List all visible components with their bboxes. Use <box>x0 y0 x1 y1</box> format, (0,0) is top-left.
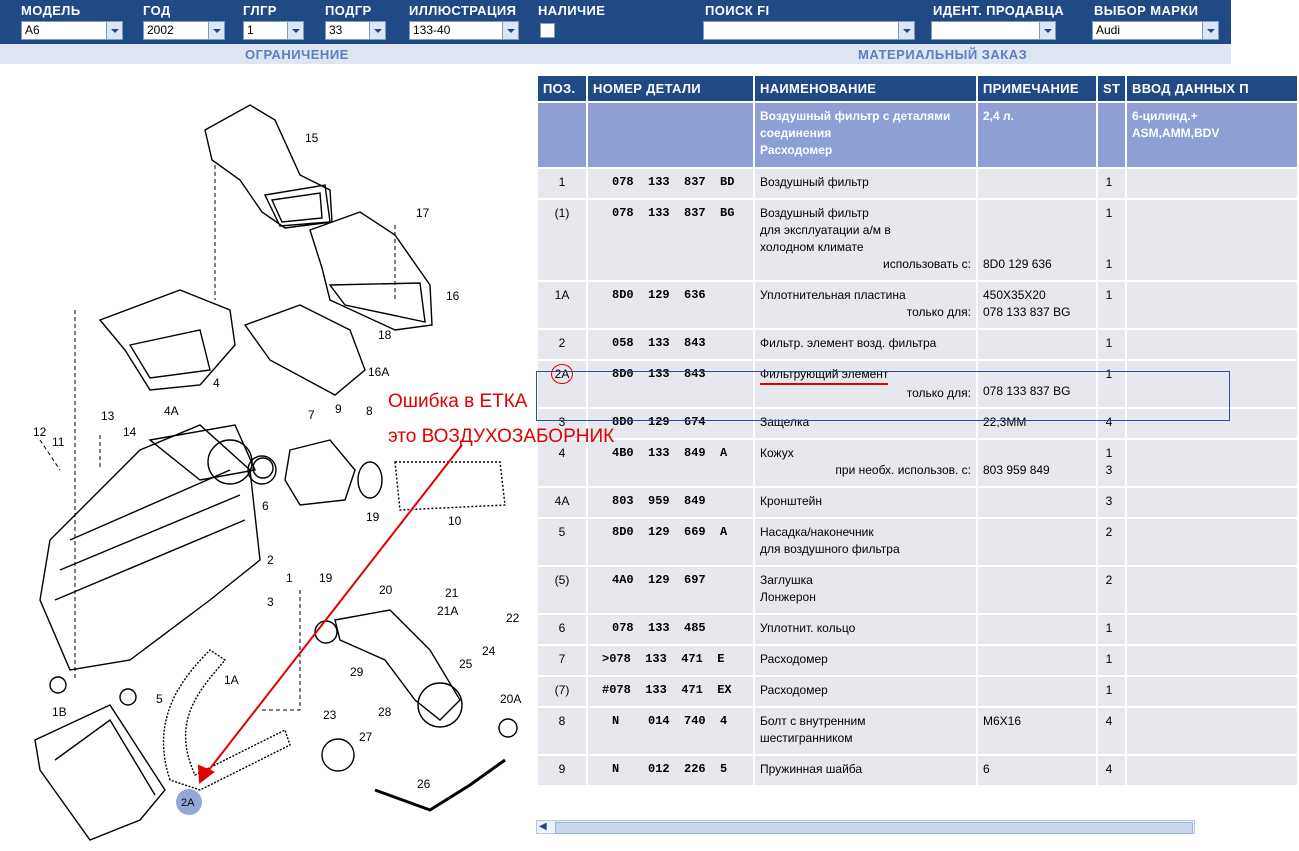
row-st-line: 1 <box>1105 206 1113 220</box>
diagram-label-21A: 21A <box>437 604 459 618</box>
row-note-line: 078 133 837 BG <box>983 305 1071 319</box>
row-pos: (1) <box>538 200 586 280</box>
main-group-select[interactable] <box>243 21 304 40</box>
parts-table <box>536 74 1299 787</box>
col-pos[interactable]: ПОЗ. <box>538 76 586 101</box>
row-st: 4 <box>1098 756 1125 785</box>
row-name: Пружинная шайба <box>755 756 976 785</box>
row-pos: (7) <box>538 677 586 706</box>
row-st: 1 <box>1098 646 1125 675</box>
table-row[interactable] <box>538 519 1297 565</box>
diagram-label-18: 18 <box>378 328 392 342</box>
diagram-label-29: 29 <box>350 665 364 679</box>
row-name <box>755 361 976 407</box>
group-extra: 6-цилинд.+ <box>1132 109 1198 123</box>
row-name-line: Кожух <box>760 446 794 460</box>
row-st: 1 <box>1098 615 1125 644</box>
availability-checkbox[interactable] <box>540 23 555 38</box>
row-name: Расходомер <box>755 646 976 675</box>
diagram-label-11: 11 <box>52 435 65 449</box>
col-name[interactable]: НАИМЕНОВАНИЕ <box>755 76 976 101</box>
row-note-line: 8D0 129 636 <box>983 257 1052 271</box>
diagram-label-25: 25 <box>459 657 473 671</box>
row-name-qualifier: только для: <box>906 386 971 400</box>
row-part-number[interactable]: #078 133 471 EX <box>588 677 753 706</box>
row-name: Кронштейн <box>755 488 976 517</box>
row-note <box>978 567 1096 613</box>
row-st-line: 1 <box>1105 257 1113 271</box>
row-st: 4 <box>1098 708 1125 754</box>
row-part-number[interactable]: 4B0 133 849 A <box>588 440 753 486</box>
row-note: 22,3MM <box>978 409 1096 438</box>
brand-label: ВЫБОР МАРКИ <box>1094 3 1199 18</box>
diagram-label-10: 10 <box>448 514 462 528</box>
diagram-label-20A: 20A <box>500 692 522 706</box>
row-name <box>755 708 976 754</box>
sub-group-select[interactable] <box>325 21 386 40</box>
sub-group-label: ПОДГР <box>325 3 372 18</box>
row-name-line: Заглушка <box>760 573 813 587</box>
row-pos: 8 <box>538 708 586 754</box>
row-st: 1 <box>1098 677 1125 706</box>
chevron-down-icon[interactable] <box>502 22 518 39</box>
group-header-row <box>538 103 1297 167</box>
chevron-down-icon[interactable] <box>1039 22 1055 39</box>
row-name-line: для эксплуатации а/м в <box>760 223 891 237</box>
row-part-number[interactable]: 8D0 133 843 <box>588 361 753 407</box>
table-row[interactable] <box>538 756 1297 785</box>
col-st[interactable]: ST <box>1098 76 1125 101</box>
row-name-line: Лонжерон <box>760 590 816 604</box>
horizontal-scrollbar[interactable] <box>536 820 1195 834</box>
model-select[interactable] <box>21 21 123 40</box>
row-note <box>978 646 1096 675</box>
annotation-error-text: Ошибка в ЕТКА <box>388 391 528 412</box>
row-part-number[interactable]: 078 133 837 BD <box>588 169 753 198</box>
row-part-number[interactable]: N 012 226 5 <box>588 756 753 785</box>
table-row[interactable] <box>538 615 1297 644</box>
row-part-number[interactable]: 058 133 843 <box>588 330 753 359</box>
search-label: ПОИСК FI <box>705 3 770 18</box>
row-st: 4 <box>1098 409 1125 438</box>
parts-table-wrapper <box>536 74 1249 820</box>
group-note: 2,4 л. <box>978 103 1096 167</box>
diagram-label-2: 2 <box>267 553 274 567</box>
year-label: ГОД <box>143 3 171 18</box>
row-note <box>978 361 1096 407</box>
row-name-line: Фильтрующий элемент <box>760 366 888 385</box>
table-row[interactable] <box>538 646 1297 675</box>
vacuum-line-26 <box>375 760 505 810</box>
row-name-line: Уплотнительная пластина <box>760 288 906 302</box>
diagram-label-26: 26 <box>417 777 431 791</box>
diagram-label-4: 4 <box>213 376 220 390</box>
airbox-housing <box>40 425 260 670</box>
row-pos: (5) <box>538 567 586 613</box>
row-name-qualifier: при необх. использов. с: <box>835 463 971 477</box>
row-note <box>978 615 1096 644</box>
sub-header <box>0 44 1231 64</box>
row-pos: 7 <box>538 646 586 675</box>
row-st: 2 <box>1098 519 1125 565</box>
illustration-value: 133-40 <box>413 23 451 37</box>
row-st-line: 3 <box>1105 463 1113 477</box>
diagram-label-23: 23 <box>323 708 337 722</box>
row-name-qualifier: использовать с: <box>883 257 971 271</box>
table-row[interactable] <box>538 567 1297 613</box>
row-note-line: 450X35X20 <box>983 288 1046 302</box>
row-name-line: Воздушный фильтр <box>760 206 869 220</box>
table-row[interactable] <box>538 169 1297 198</box>
diagram-label-16A: 16A <box>368 365 390 379</box>
row-part-number[interactable]: 803 959 849 <box>588 488 753 517</box>
row-part-number[interactable]: 8D0 129 674 <box>588 409 753 438</box>
exploded-parts-diagram <box>0 64 536 851</box>
row-pos: 5 <box>538 519 586 565</box>
row-pos: 1 <box>538 169 586 198</box>
row-part-number[interactable]: 4A0 129 697 <box>588 567 753 613</box>
row-st: 2 <box>1098 567 1125 613</box>
main-group-label: ГЛГР <box>243 3 277 18</box>
illustration-select[interactable] <box>409 21 519 40</box>
search-select[interactable] <box>703 21 915 40</box>
row-part-number[interactable]: >078 133 471 E <box>588 646 753 675</box>
chevron-down-icon[interactable] <box>208 22 224 39</box>
row-note <box>978 677 1096 706</box>
diagram-label-19b: 19 <box>319 571 333 585</box>
year-value: 2002 <box>147 23 174 37</box>
row-st: 1 <box>1098 169 1125 198</box>
row-st <box>1098 200 1125 280</box>
diagram-label-12: 12 <box>33 425 47 439</box>
bellow-hose-10 <box>395 462 505 510</box>
row-note <box>978 282 1096 328</box>
group-name: Воздушный фильтр с деталями <box>760 109 951 123</box>
availability-label: НАЛИЧИЕ <box>538 3 606 18</box>
duct-part-16 <box>310 212 432 330</box>
diagram-label-9: 9 <box>335 402 342 416</box>
diagram-label-4A: 4A <box>164 404 179 418</box>
col-data-entry[interactable]: ВВОД ДАННЫХ П <box>1127 76 1297 101</box>
row-name-line: холодном климате <box>760 240 864 254</box>
main-group-value: 1 <box>247 23 254 37</box>
col-note[interactable]: ПРИМЕЧАНИЕ <box>978 76 1096 101</box>
air-flow-meter-7 <box>285 440 355 505</box>
diagram-label-22: 22 <box>506 611 520 625</box>
illustration-label: ИЛЛЮСТРАЦИЯ <box>409 3 517 18</box>
row-name <box>755 200 976 280</box>
row-note <box>978 440 1096 486</box>
filter-bar <box>0 0 1231 44</box>
table-row[interactable] <box>538 200 1297 280</box>
diagram-label-16: 16 <box>446 289 460 303</box>
row-name-line: для воздушного фильтра <box>760 542 900 556</box>
row-st: 3 <box>1098 488 1125 517</box>
table-row[interactable] <box>538 330 1297 359</box>
col-part-number[interactable]: НОМЕР ДЕТАЛИ <box>588 76 753 101</box>
diagram-label-3: 3 <box>267 595 274 609</box>
row-name: Уплотнит. кольцо <box>755 615 976 644</box>
brand-select[interactable] <box>1092 21 1219 40</box>
dealer-select[interactable] <box>931 21 1056 40</box>
group-name: Расходомер <box>760 143 833 157</box>
chevron-down-icon[interactable] <box>1202 22 1218 39</box>
table-header-row <box>538 76 1297 101</box>
row-st: 1 <box>1098 282 1125 328</box>
row-name <box>755 567 976 613</box>
diagram-label-1: 1 <box>286 571 293 585</box>
row-name: Расходомер <box>755 677 976 706</box>
hose-1A <box>164 650 290 790</box>
row-part-number[interactable]: N 014 740 4 <box>588 708 753 754</box>
table-row[interactable] <box>538 282 1297 328</box>
diagram-label-2A: 2A <box>181 797 195 809</box>
row-name-line: Насадка/наконечник <box>760 525 874 539</box>
diagram-label-13: 13 <box>101 409 115 423</box>
row-name <box>755 282 976 328</box>
row-pos <box>538 361 586 407</box>
table-row[interactable] <box>538 409 1297 438</box>
diagram-label-6: 6 <box>262 499 269 513</box>
diagram-label-27: 27 <box>359 730 373 744</box>
table-row[interactable] <box>538 708 1297 754</box>
diagram-label-5: 5 <box>156 692 163 706</box>
row-note <box>978 330 1096 359</box>
row-st-line: 1 <box>1105 446 1113 460</box>
chevron-down-icon[interactable] <box>898 22 914 39</box>
row-pos: 4 <box>538 440 586 486</box>
row-note <box>978 519 1096 565</box>
row-name <box>755 440 976 486</box>
year-select[interactable] <box>143 21 225 40</box>
row-part-number[interactable]: 8D0 129 636 <box>588 282 753 328</box>
row-note <box>978 200 1096 280</box>
row-pos: 1A <box>538 282 586 328</box>
material-order-link[interactable]: МАТЕРИАЛЬНЫЙ ЗАКАЗ <box>858 47 1028 62</box>
row-note <box>978 169 1096 198</box>
annotation-correction-text: это ВОЗДУХОЗАБОРНИК <box>388 426 615 447</box>
row-pos: 6 <box>538 615 586 644</box>
row-name: Фильтр. элемент возд. фильтра <box>755 330 976 359</box>
restriction-link[interactable]: ОГРАНИЧЕНИЕ <box>245 47 349 62</box>
table-row[interactable] <box>538 488 1297 517</box>
dealer-label: ИДЕНТ. ПРОДАВЦА <box>933 3 1065 18</box>
scroll-left-icon[interactable]: ◀ <box>539 821 547 832</box>
table-row[interactable] <box>538 440 1297 486</box>
diagram-label-28: 28 <box>378 705 392 719</box>
diagram-label-21: 21 <box>445 586 459 600</box>
duct-part-16A <box>245 305 365 395</box>
diagram-label-20: 20 <box>379 583 393 597</box>
table-row[interactable] <box>538 677 1297 706</box>
row-note: 6 <box>978 756 1096 785</box>
row-name-qualifier: только для: <box>906 305 971 319</box>
row-name: Защелка <box>755 409 976 438</box>
model-label: МОДЕЛЬ <box>21 3 81 18</box>
model-value: A6 <box>25 23 40 37</box>
diagram-label-15: 15 <box>305 131 319 145</box>
diagram-label-1B: 1B <box>52 705 67 719</box>
row-st <box>1098 440 1125 486</box>
diagram-label-17: 17 <box>416 206 430 220</box>
row-part-number[interactable]: 8D0 129 669 A <box>588 519 753 565</box>
diagram-label-24: 24 <box>482 644 496 658</box>
row-note-line: 078 133 837 BG <box>983 384 1071 398</box>
row-st: 1 <box>1098 361 1125 407</box>
table-row-selected[interactable] <box>538 361 1297 407</box>
diagram-label-7: 7 <box>308 408 315 422</box>
row-name <box>755 519 976 565</box>
diagram-label-19a: 19 <box>366 510 380 524</box>
row-pos-circled: 2A <box>551 364 573 384</box>
diagram-label-14: 14 <box>123 425 137 439</box>
row-pos: 9 <box>538 756 586 785</box>
row-st: 1 <box>1098 330 1125 359</box>
chevron-down-icon[interactable] <box>287 22 303 39</box>
sub-group-value: 33 <box>329 23 343 37</box>
row-pos: 4A <box>538 488 586 517</box>
diagram-label-1A: 1A <box>224 673 239 687</box>
row-name-line: Болт с внутренним <box>760 714 866 728</box>
row-note-line: 803 959 849 <box>983 463 1050 477</box>
row-name-line: шестигранником <box>760 731 853 745</box>
row-name: Воздушный фильтр <box>755 169 976 198</box>
row-note <box>978 488 1096 517</box>
group-name: соединения <box>760 126 832 140</box>
row-pos: 3 <box>538 409 586 438</box>
duct-part-15 <box>205 105 332 228</box>
chevron-down-icon[interactable] <box>369 22 385 39</box>
diagram-label-8: 8 <box>366 404 373 418</box>
filter-element-2A <box>35 705 165 840</box>
row-part-number[interactable]: 078 133 837 BG <box>588 200 753 280</box>
group-extra: ASM,AMM,BDV <box>1132 126 1220 140</box>
row-part-number[interactable]: 078 133 485 <box>588 615 753 644</box>
row-pos: 2 <box>538 330 586 359</box>
scrollbar-thumb[interactable] <box>555 822 1193 834</box>
row-note: M6X16 <box>978 708 1096 754</box>
chevron-down-icon[interactable] <box>106 22 122 39</box>
brand-value: Audi <box>1096 23 1121 37</box>
